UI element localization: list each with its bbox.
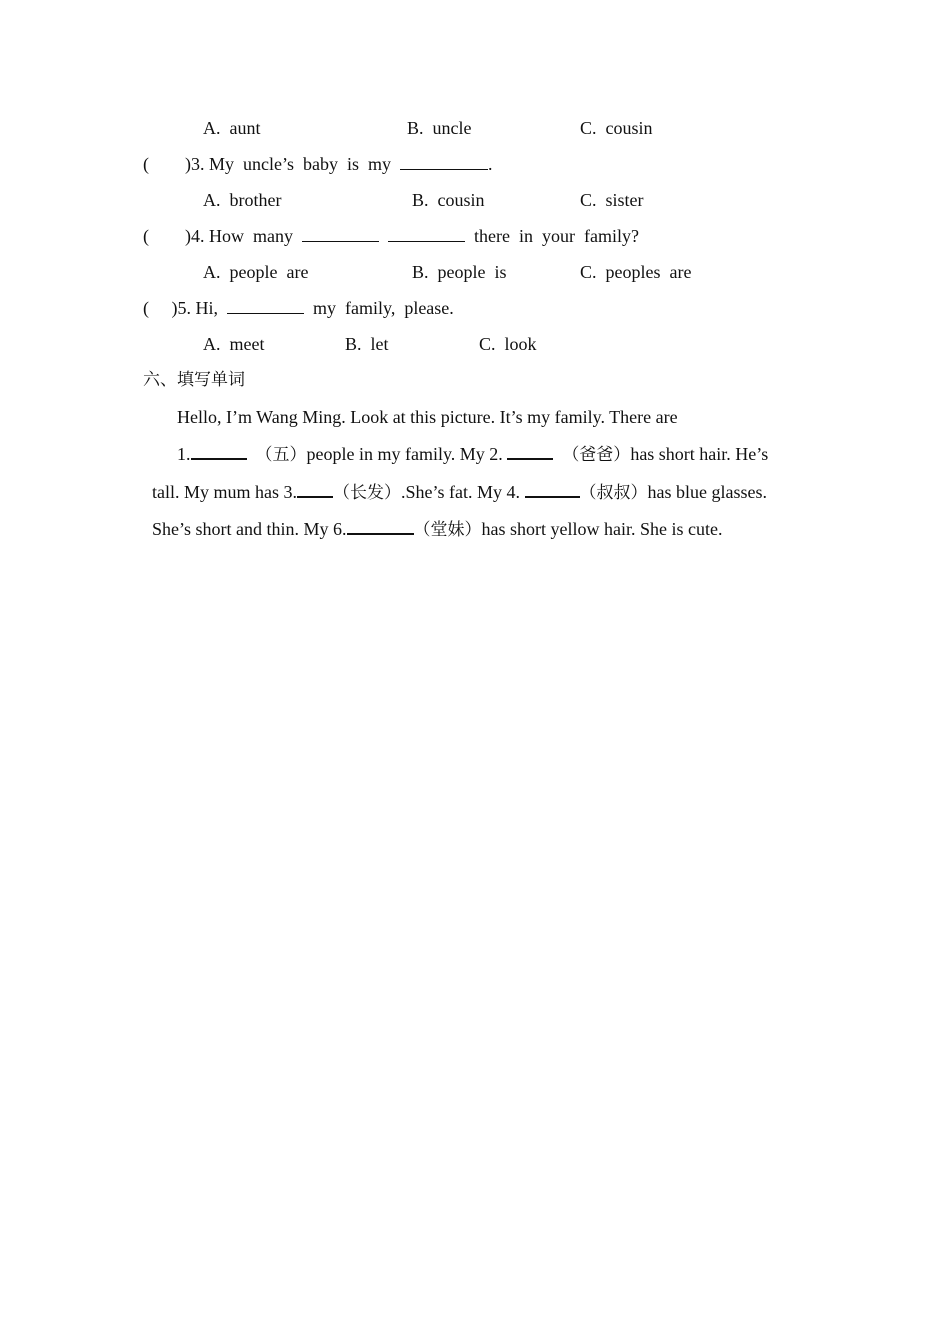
question-5 — [143, 297, 454, 319]
q4-text-end: there in your family? — [465, 226, 639, 246]
q4-option-c: C. peoples are — [580, 262, 692, 282]
q3-text: My uncle’s baby is my — [209, 154, 400, 174]
blank-3[interactable] — [297, 480, 333, 498]
q3-option-b: B. cousin — [412, 190, 485, 210]
passage-text: has short yellow hair. She is cute. — [481, 519, 723, 539]
passage-text: tall. My mum has 3. — [152, 482, 297, 502]
hint-6: （堂妹） — [413, 520, 482, 540]
hint-2: （爸爸） — [562, 445, 631, 465]
passage-text: .She’s fat. My 4. — [401, 482, 525, 502]
q5-answer-paren[interactable]: ( )5. — [143, 298, 191, 318]
q4-blank-2[interactable] — [388, 225, 465, 242]
q5-option-c: C. look — [479, 334, 537, 354]
blank-6[interactable] — [347, 517, 414, 535]
hint-4: （叔叔） — [579, 483, 648, 503]
q3-answer-paren[interactable]: ( )3. — [143, 154, 205, 174]
q5-text-end: my family, please. — [304, 298, 454, 318]
passage-text: people in my family. My 2. — [306, 444, 508, 464]
q4-text: How many — [209, 226, 302, 246]
q2-option-a: A. aunt — [203, 118, 261, 138]
q4-option-b: B. people is — [412, 262, 507, 282]
q3-option-c: C. sister — [580, 190, 644, 210]
q3-text-end: . — [488, 154, 493, 174]
question-4 — [143, 225, 639, 247]
passage-line-2 — [177, 442, 768, 466]
blank-2[interactable] — [507, 442, 553, 460]
q5-blank[interactable] — [227, 297, 304, 314]
q4-option-a: A. people are — [203, 262, 309, 282]
blank-1[interactable] — [191, 442, 247, 460]
q2-option-c: C. cousin — [580, 118, 653, 138]
section-6-title: 六、填写单词 — [143, 370, 245, 390]
blank-1-number: 1. — [177, 444, 191, 464]
q5-option-a: A. meet — [203, 334, 265, 354]
q4-blank-1[interactable] — [302, 225, 379, 242]
passage-text: has blue glasses. — [647, 482, 767, 502]
question-3 — [143, 153, 493, 175]
passage-text: has short hair. He’s — [630, 444, 769, 464]
q5-option-b: B. let — [345, 334, 389, 354]
hint-1: （五） — [255, 445, 307, 465]
q5-text: Hi, — [195, 298, 227, 318]
passage-text: She’s short and thin. My 6. — [152, 519, 347, 539]
q3-blank[interactable] — [400, 153, 488, 170]
passage-line-4 — [152, 517, 722, 541]
q2-option-b: B. uncle — [407, 118, 472, 138]
hint-3: （长发） — [333, 483, 401, 503]
blank-4[interactable] — [525, 480, 580, 498]
q4-answer-paren[interactable]: ( )4. — [143, 226, 205, 246]
passage-line-1: Hello, I’m Wang Ming. Look at this picture. It’s my family. There are — [177, 407, 678, 427]
passage-line-3 — [152, 480, 767, 504]
q3-option-a: A. brother — [203, 190, 282, 210]
